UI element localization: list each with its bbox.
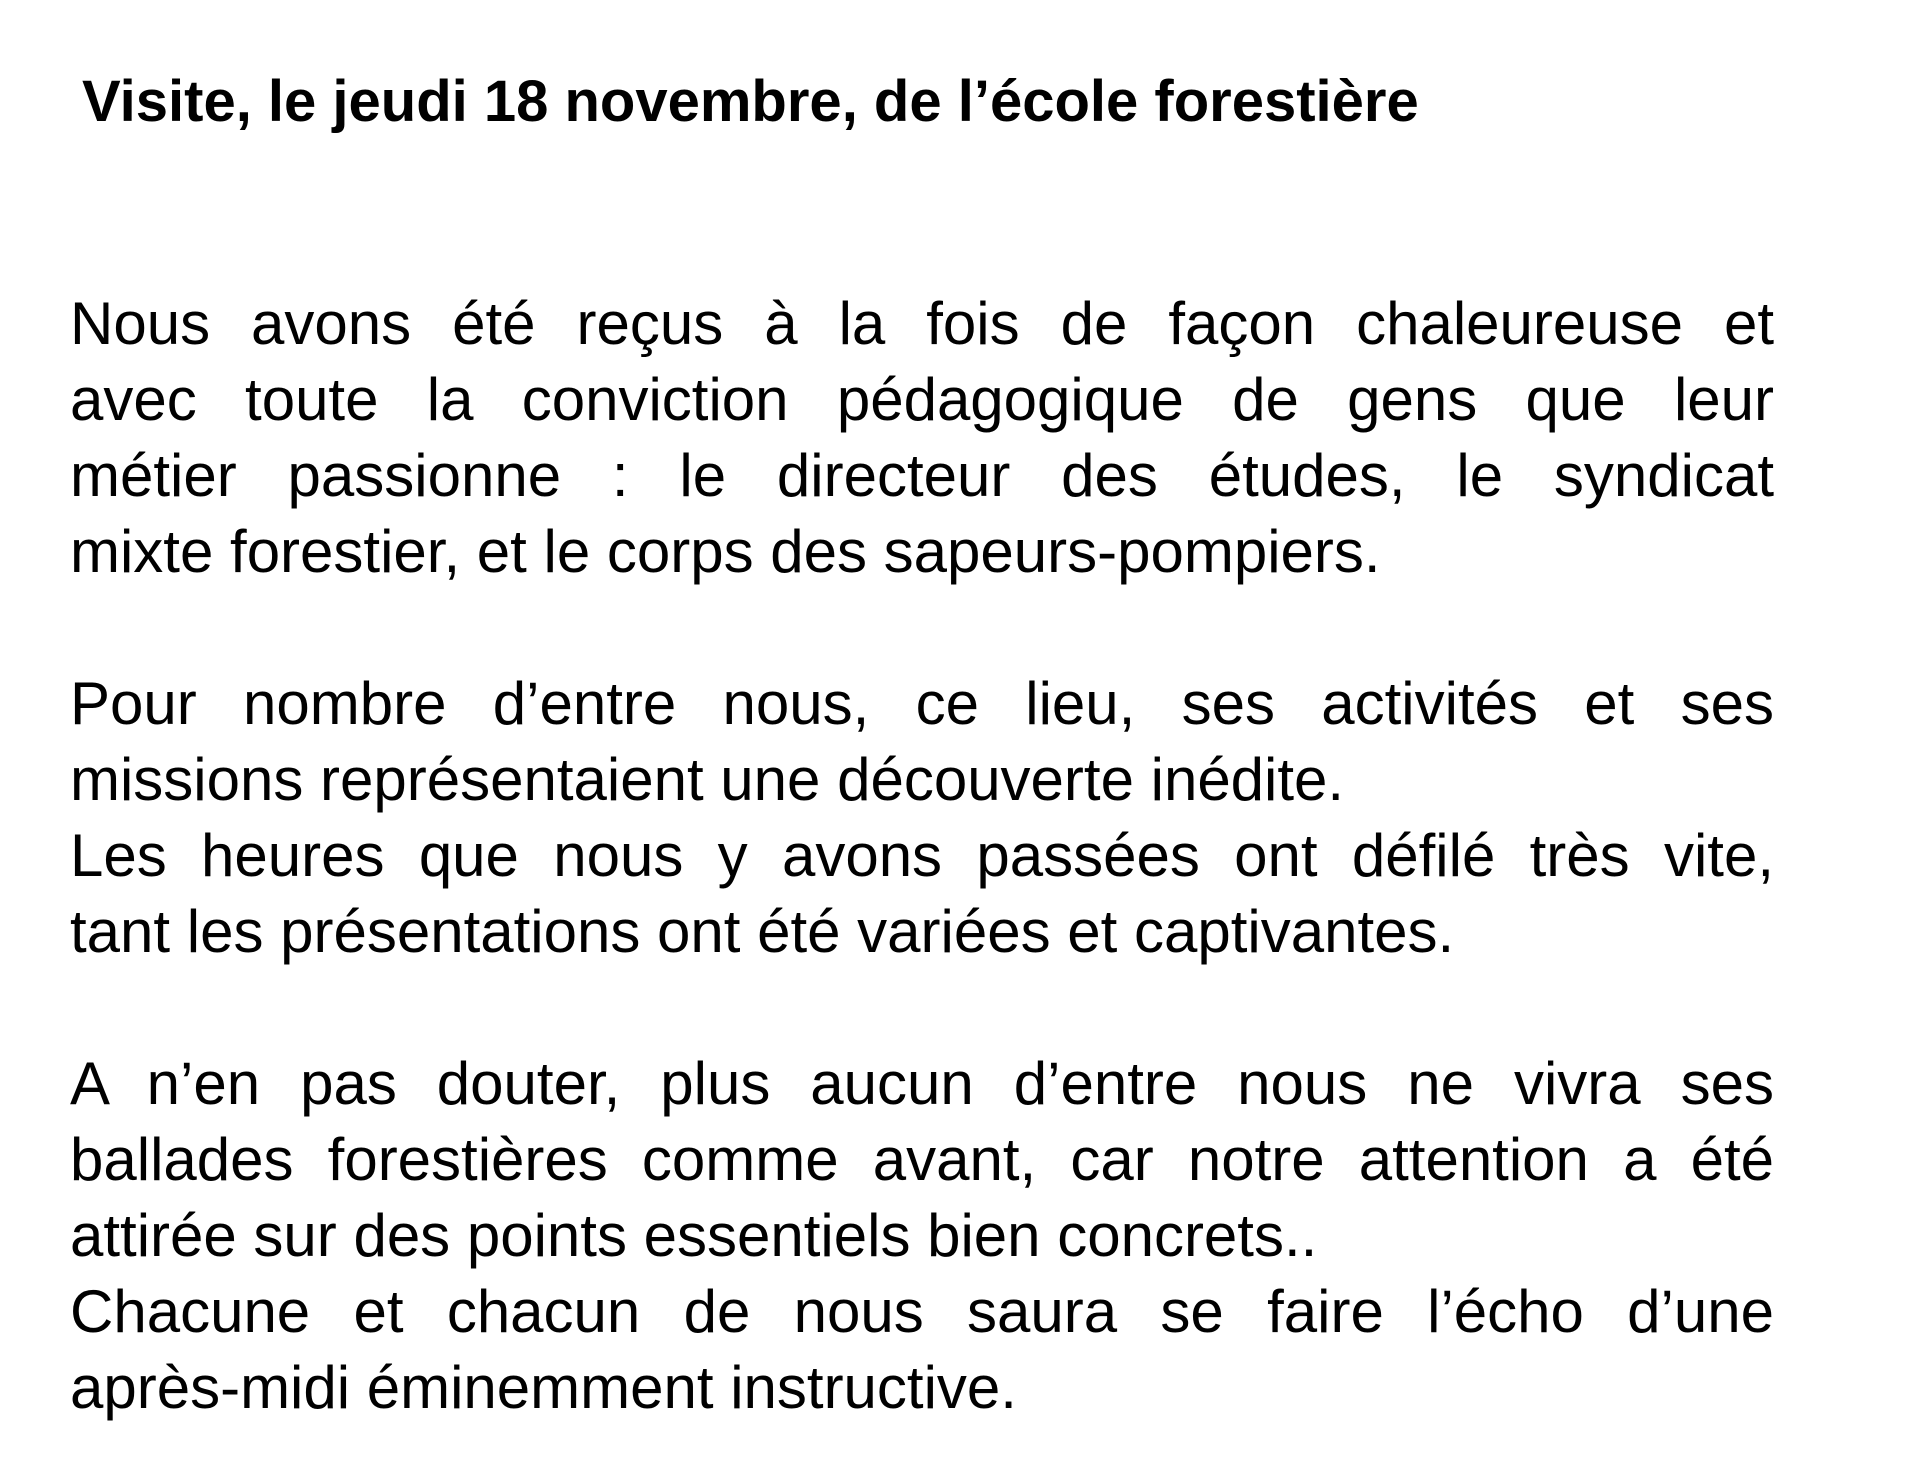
paragraph-conclusion — [70, 1274, 1774, 1426]
text-line: Les heures que nous y avons passées ont défilé très vite, — [70, 822, 1774, 889]
text-line: après-midi éminemment instructive. — [70, 1354, 1017, 1421]
text-line: ballades forestières comme avant, car notre attention a été — [70, 1126, 1774, 1193]
text-line: tant les présentations ont été variées et captivantes. — [70, 898, 1455, 965]
text-line: avec toute la conviction pédagogique de gens que leur — [70, 366, 1774, 433]
text-line: attirée sur des points essentiels bien concrets.. — [70, 1202, 1318, 1269]
text-line: métier passionne : le directeur des études, le syndicat — [70, 442, 1774, 509]
document-body — [70, 286, 1774, 1426]
document-title: Visite, le jeudi 18 novembre, de l’école forestière — [82, 69, 1419, 134]
text-line: Pour nombre d’entre nous, ce lieu, ses activités et ses — [70, 670, 1774, 737]
text-line: Chacune et chacun de nous saura se faire l’écho d’une — [70, 1278, 1774, 1345]
text-line: A n’en pas douter, plus aucun d’entre nous ne vivra ses — [70, 1050, 1774, 1117]
paragraph-hours — [70, 818, 1774, 970]
text-line: mixte forestier, et le corps des sapeurs-pompiers. — [70, 518, 1381, 585]
text-line: Nous avons été reçus à la fois de façon chaleureuse et — [70, 290, 1774, 357]
paragraph-discovery — [70, 666, 1774, 818]
text-line: missions représentaient une découverte inédite. — [70, 746, 1345, 813]
paragraph-reception — [70, 286, 1774, 590]
paragraph-attention — [70, 1046, 1774, 1274]
